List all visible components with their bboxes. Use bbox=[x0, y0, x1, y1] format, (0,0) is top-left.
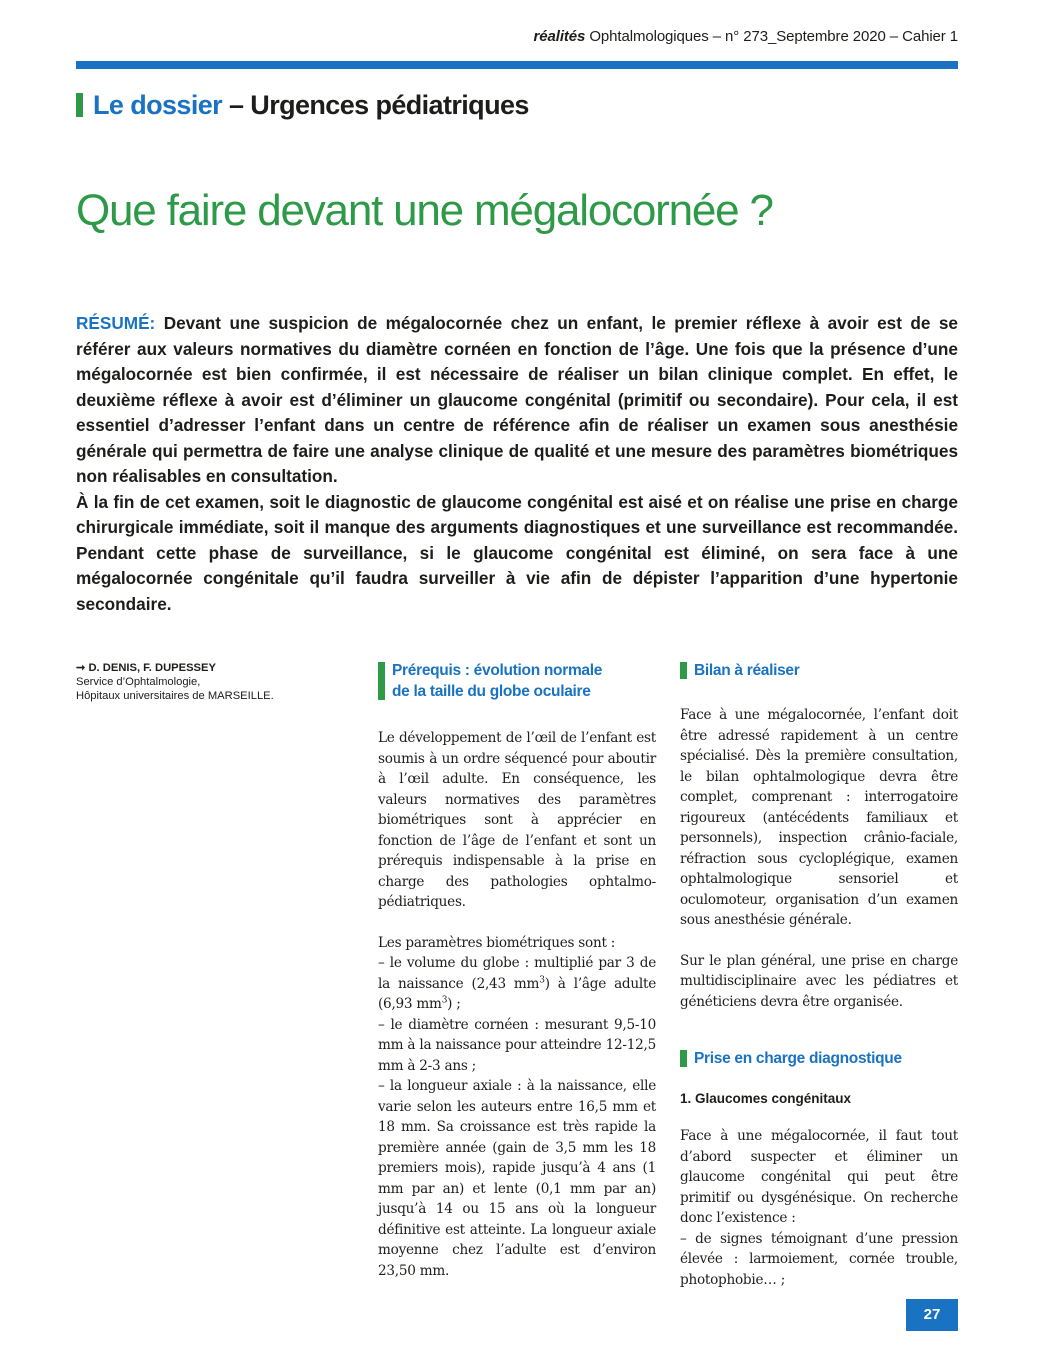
list-item-volume-b: ) à l’âge adulte (6,93 mm bbox=[378, 975, 656, 1012]
dossier-word: Le dossier bbox=[93, 90, 223, 120]
subheading-glaucomes: 1. Glaucomes congénitaux bbox=[680, 1091, 852, 1106]
list-item: – de signes témoignant d’une pression élevée : larmoiement, cornée trouble, photophobie… ; bbox=[680, 1230, 958, 1288]
body-text-glaucomes bbox=[680, 1126, 958, 1290]
body-text-bilan bbox=[680, 705, 958, 1012]
paragraph: Le développement de l’œil de l’enfant est soumis à un ordre séquencé pour aboutir à l’œil adulte. En conséquence, les valeurs normatives des paramètres biométriques sont à apprécier en fonction de l’âge de l’enfant et sont un prérequis indispensable à la prise en charge des pathologies ophtalmo-pédiatriques. bbox=[378, 730, 656, 910]
journal-brand: réalités bbox=[533, 28, 586, 45]
abstract-para-2: À la fin de cet examen, soit le diagnostic de glaucome congénital est aisé et on réalise une prise en charge chirurgicale immédiate, soit il manque des arguments diagnostiques et une surveillance est recommandée. Pendant cette phase de surveillance, si le glaucome congénital est éliminé, on sera face à une mégalocornée congénitale qu’il faudra surveiller à vie afin de dépister l’apparition d’une hypertonie secondaire. bbox=[76, 491, 958, 614]
dossier-dash: – bbox=[222, 90, 251, 120]
author-block bbox=[76, 661, 336, 703]
author-names: ➞ D. DENIS, F. DUPESSEY bbox=[76, 662, 216, 674]
list-item-volume-c: ) ; bbox=[447, 996, 461, 1012]
list-item-axial-length: – la longueur axiale : à la naissance, elle varie selon les auteurs entre 16,5 mm et 18 mm. Sa croissance est très rapide la première année (gain de 3,5 mm les 18 premiers mois), rapide jusqu’à 4 ans (1 mm par an) et lente (0,1 mm par an) jusqu’à 14 ou 15 ans où la longueur définitive est atteinte. La longueur axiale moyenne chez l’adulte est d’environ 23,50 mm. bbox=[378, 1078, 656, 1279]
heading-marker bbox=[680, 662, 687, 679]
heading-marker bbox=[680, 1050, 687, 1067]
abstract bbox=[76, 311, 958, 617]
header-rule bbox=[76, 61, 958, 69]
abstract-para-1 bbox=[76, 311, 958, 490]
dossier-label bbox=[76, 90, 529, 121]
abstract-label: RÉSUMÉ: bbox=[76, 313, 156, 333]
abstract-text-1: Devant une suspicion de mégalocornée chez un enfant, le premier réflexe à avoir est de se référer aux valeurs normatives du diamètre cornéen en fonction de l’âge. Une fois que la présence d’une mégalocornée est bien confirmée, il est nécessaire de réaliser un bilan clinique complet. En effet, le deuxième réflexe à avoir est d’éliminer un glaucome congénital (primitif ou secondaire). Pour cela, il est essentiel d’adresser l’enfant dans un centre de référence afin de réaliser un examen sous anesthésie générale qui permettra de faire une analyse clinique de qualité et une mesure des paramètres biométriques non réalisables en consultation. bbox=[76, 313, 958, 486]
superscript: 3 bbox=[441, 995, 448, 1006]
superscript: 3 bbox=[539, 974, 545, 985]
dossier-marker bbox=[76, 93, 83, 117]
heading-text: Bilan à réaliser bbox=[694, 662, 800, 679]
heading-marker bbox=[378, 662, 385, 700]
paragraph: Face à une mégalocornée, l’enfant doit être adressé rapidement à un centre spécialisé. Dès la première consultation, le bilan ophtalmologique devra être complet, comprenant : interrogatoire rigoureux (antécédents familiaux et personnels), inspection crânio-faciale, réfraction sous cycloplégique, examen ophtalmologique sensoriel et oculomoteur, organisation d’un examen sous anesthésie générale. bbox=[680, 707, 958, 928]
page-number: 27 bbox=[906, 1299, 958, 1331]
list-item-diameter: – le diamètre cornéen : mesurant 9,5-10 mm à la naissance pour atteindre 12-12,5 mm à 2-3 ans ; bbox=[378, 1016, 656, 1074]
article-title: Que faire devant une mégalocornée ? bbox=[76, 186, 773, 235]
column-middle bbox=[378, 660, 656, 1281]
heading-line-2: de la taille du globe oculaire bbox=[392, 683, 591, 700]
dossier-topic: Urgences pédiatriques bbox=[250, 90, 529, 120]
author-service: Service d’Ophtalmologie, bbox=[76, 676, 201, 688]
author-hospital: Hôpitaux universitaires de MARSEILLE. bbox=[76, 690, 274, 702]
section-heading-prise-en-charge bbox=[680, 1048, 958, 1069]
column-right bbox=[680, 660, 958, 1290]
journal-header bbox=[258, 28, 958, 45]
body-text-prerequis bbox=[378, 728, 656, 1281]
paragraph: Sur le plan général, une prise en charge multidisciplinaire avec les pédiatres et généticiens devra être organisée. bbox=[680, 952, 958, 1010]
list-item-volume bbox=[378, 953, 656, 1015]
heading-line-1: Prérequis : évolution normale bbox=[392, 662, 603, 679]
heading-text: Prise en charge diagnostique bbox=[694, 1050, 902, 1067]
section-heading-bilan bbox=[680, 660, 958, 681]
list-item-volume-a: – le volume du globe : multiplié par 3 de la naissance (2,43 mm bbox=[378, 955, 656, 992]
journal-issue: Ophtalmologiques – n° 273_Septembre 2020 – Cahier 1 bbox=[585, 28, 958, 45]
paragraph: Face à une mégalocornée, il faut tout d’abord suspecter et éliminer un glaucome congénital qui peut être primitif ou dysgénésique. On recherche donc l’existence : bbox=[680, 1128, 958, 1226]
section-heading-prerequis bbox=[378, 660, 656, 702]
list-intro: Les paramètres biométriques sont : bbox=[378, 934, 616, 951]
